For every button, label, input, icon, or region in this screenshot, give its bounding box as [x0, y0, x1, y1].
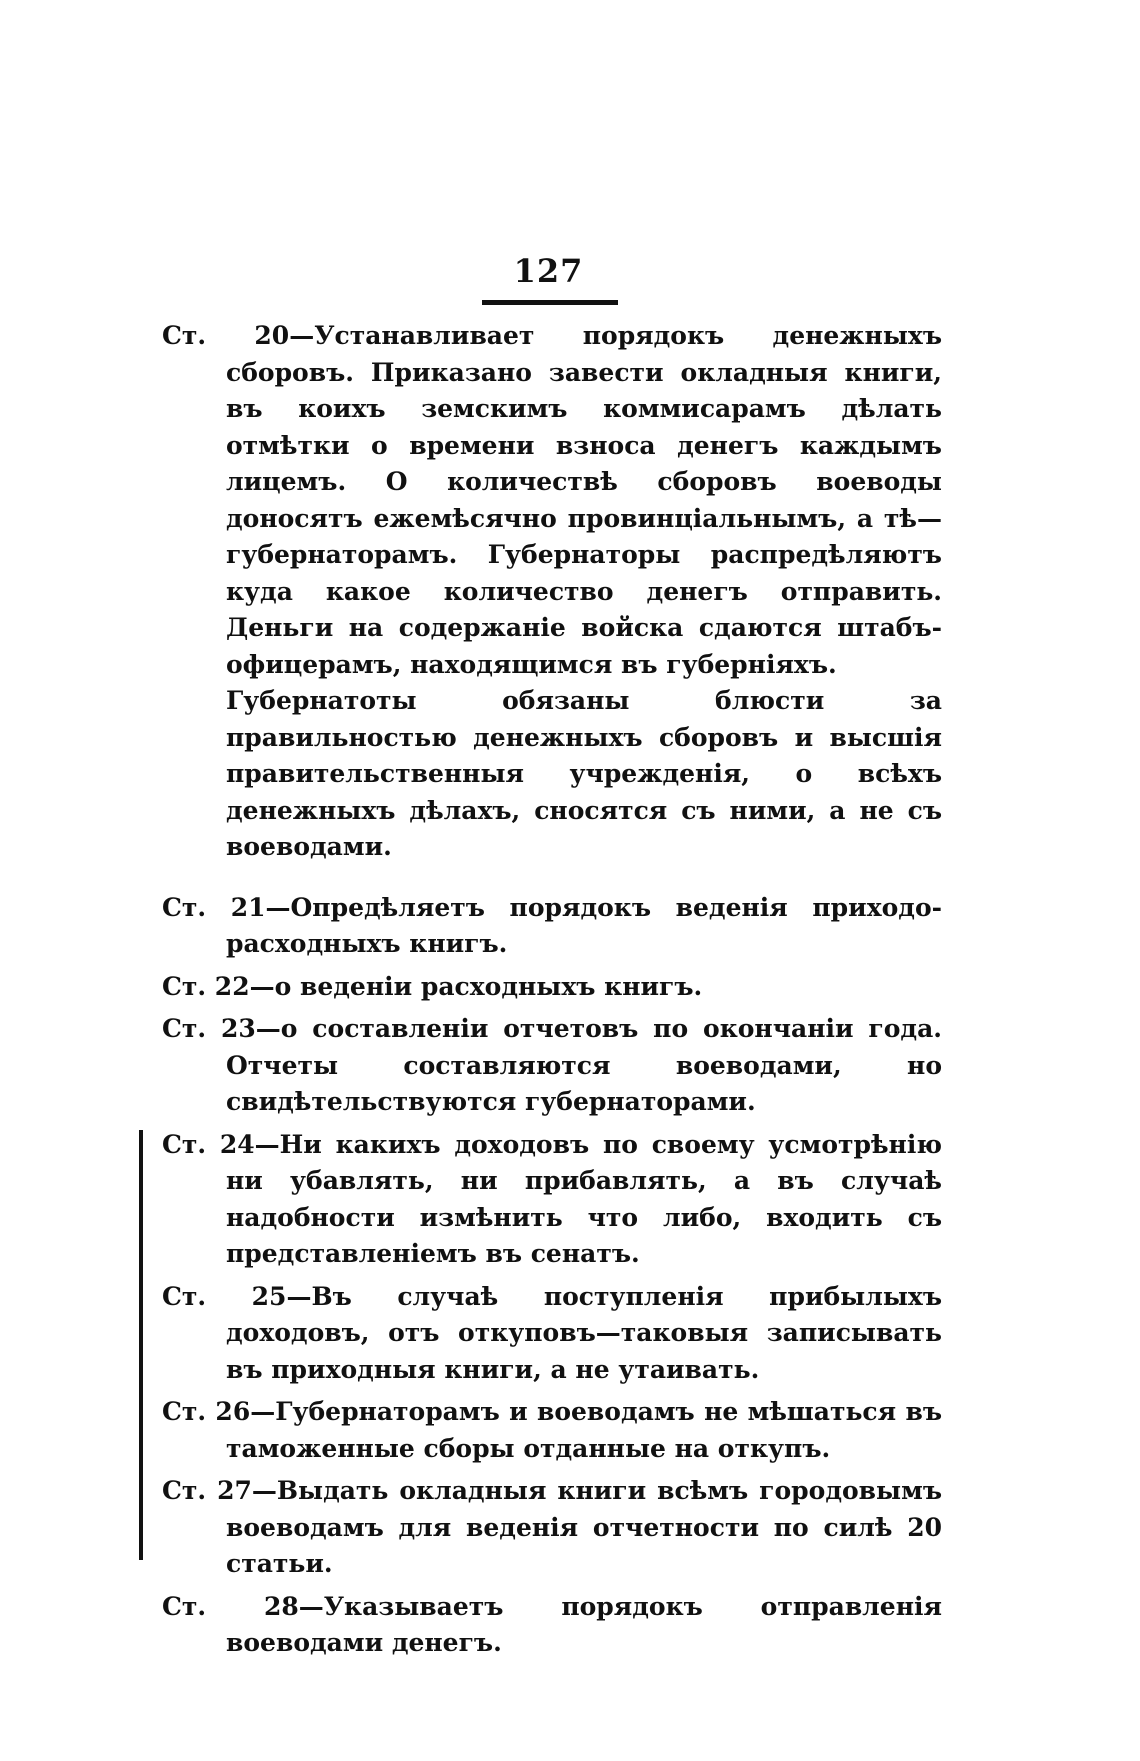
article-text: —о составленіи отчетовъ по окончаніи года. Отчеты составляются воеводами, но свидѣтельствуются губернаторами. [226, 1014, 942, 1116]
article-21 [162, 890, 942, 963]
article-label: Ст. 21 [162, 892, 266, 922]
article-text: —о веденіи расходныхъ книгъ. [249, 971, 703, 1001]
article-27 [162, 1473, 942, 1583]
header-rule [482, 300, 618, 305]
article-text: —Въ случаѣ поступленія прибылыхъ доходовъ, отъ откуповъ—таковыя записывать въ приходныя книги, а не утаивать. [226, 1281, 942, 1384]
article-26 [162, 1394, 942, 1467]
article-text: —Устанавливает порядокъ денежныхъ сборовъ. Приказано завести окладныя книги, въ коихъ земскимъ коммисарамъ дѣлать отмѣтки о времени взноса денегъ каждымъ лицемъ. О количествѣ сборовъ воеводы доносятъ ежемѣсячно провинціальнымъ, а тѣ—губернаторамъ. Губернаторы распредѣляютъ куда какое количество денегъ отправить. Деньги на содержаніе войска сдаются штабъ-офицерамъ, находящимся въ губерніяхъ. [226, 321, 942, 679]
article-label: Ст. 25 [162, 1281, 287, 1311]
left-margin-rule [139, 1130, 143, 1560]
article-label: Ст. 23 [162, 1014, 256, 1043]
article-text: —Губернаторамъ и воеводамъ не мѣшаться въ таможенные сборы отданные на откупъ. [226, 1397, 942, 1463]
article-22 [162, 969, 942, 1006]
article-label: Ст. 20 [162, 321, 290, 350]
article-label: Ст. 22 [162, 971, 250, 1001]
article-23 [162, 1011, 942, 1121]
article-paragraph: Губернатоты обязаны блюсти за правильностью денежныхъ сборовъ и высшія правительственныя учрежденія, о всѣхъ денежныхъ дѣлахъ, сносятся съ ними, а не съ воеводами. [226, 686, 942, 861]
article-25 [162, 1279, 942, 1389]
article-text: —Ни какихъ доходовъ по своему усмотрѣнію ни убавлять, ни прибавлять, а въ случаѣ надобности измѣнить что либо, входить съ представленіемъ въ сенатъ. [226, 1129, 942, 1268]
article-label: Ст. 27 [162, 1476, 252, 1505]
article-24 [162, 1127, 942, 1273]
article-text: —Выдать окладныя книги всѣмъ городовымъ воеводамъ для веденія отчетности по силѣ 20 статьи. [226, 1476, 942, 1578]
article-label: Ст. 24 [162, 1129, 255, 1159]
article-label: Ст. 26 [162, 1397, 251, 1426]
page-number: 127 [513, 252, 584, 290]
article-text: —Указываетъ порядокъ отправленія воеводами денегъ. [226, 1591, 942, 1657]
page-body [162, 318, 942, 1662]
article-text: —Опредѣляетъ порядокъ веденія приходо-расходныхъ книгъ. [226, 892, 942, 958]
article-20 [162, 318, 942, 866]
article-28 [162, 1589, 942, 1662]
article-label: Ст. 28 [162, 1591, 299, 1621]
